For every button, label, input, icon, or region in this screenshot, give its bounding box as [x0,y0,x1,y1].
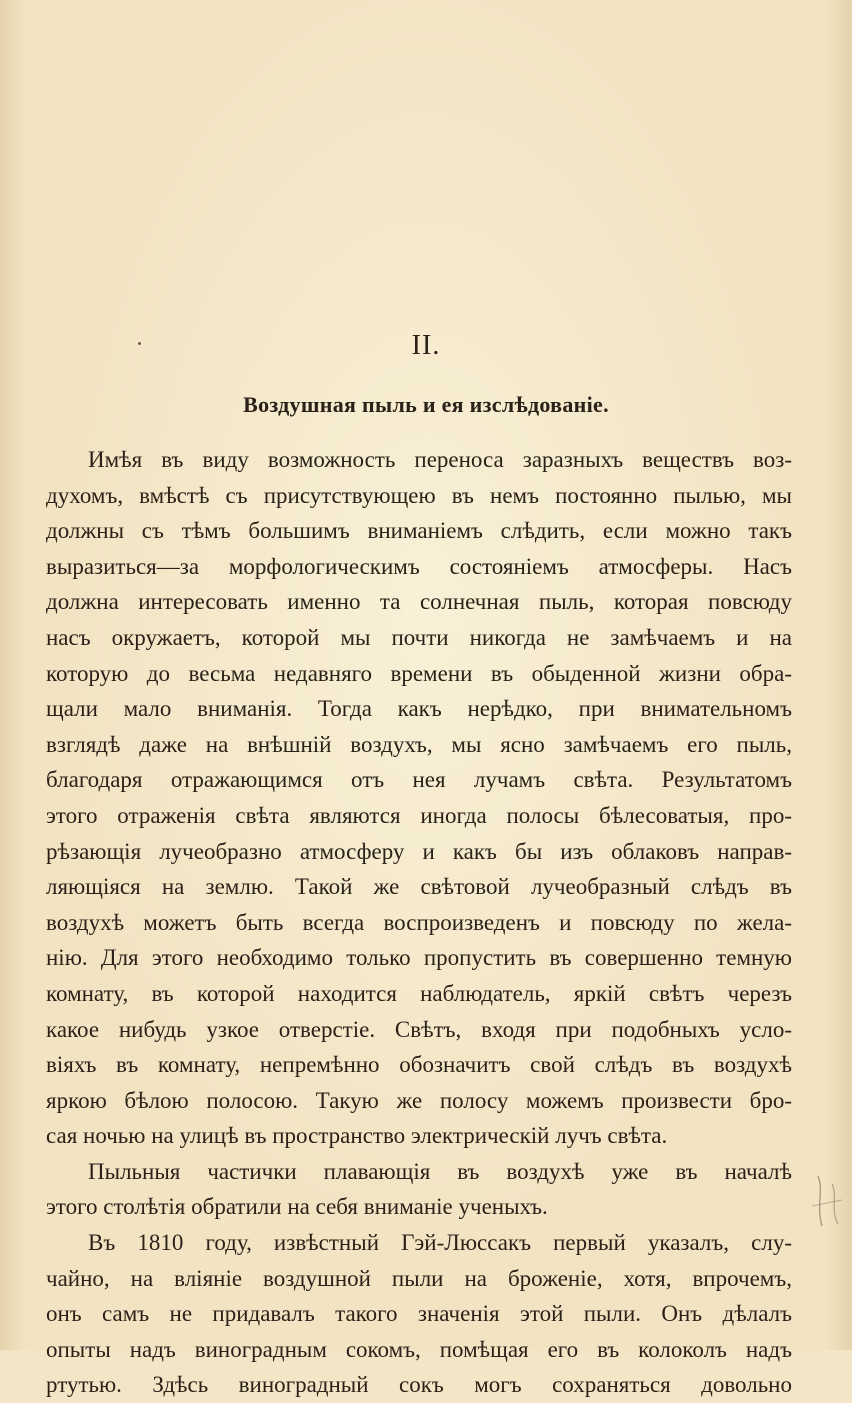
text-line: этого отраженія свѣта являются иногда полосы бѣлесоватыя, про- [46,802,792,828]
text-line: щали мало вниманія. Тогда какъ нерѣдко, при внимательномъ [46,696,792,722]
text-line: Пыльныя частички плавающія въ воздухѣ уже въ началѣ [88,1158,792,1184]
chapter-number: II. [411,330,441,361]
text-line: должны съ тѣмъ большимъ вниманіемъ слѣдить, если можно такъ [46,518,792,544]
text-line: насъ окружаетъ, которой мы почти никогда не замѣчаемъ и на [46,624,792,650]
text-line: Въ 1810 году, извѣстный Гэй-Люссакъ первый указалъ, слу- [88,1230,792,1256]
text-line: этого столѣтія обратили на себя вниманіе ученыхъ. [46,1194,548,1220]
text-line: выразиться—за морфологическимъ состояніемъ атмосферы. Насъ [46,553,792,579]
text-line: сая ночью на улицѣ въ пространство электрическій лучъ свѣта. [46,1123,668,1149]
text-line: яркою бѣлою полосою. Такую же полосу можемъ произвести бро- [46,1087,792,1113]
text-line: комнату, въ которой находится наблюдатель, яркій свѣтъ черезъ [46,980,792,1006]
pencil-margin-mark [808,1166,848,1236]
text-line: онъ самъ не придавалъ такого значенія этой пыли. Онъ дѣлалъ [46,1301,792,1327]
text-line: духомъ, вмѣстѣ съ присутствующею въ немъ постоянно пылью, мы [46,482,792,508]
text-line: должна интересовать именно та солнечная пыль, которая повсюду [46,589,792,615]
text-line: взглядѣ даже на внѣшній воздухъ, мы ясно замѣчаемъ его пыль, [46,731,792,757]
text-line: ляющіяся на землю. Такой же свѣтовой лучеобразный слѣдъ въ [46,874,792,900]
text-line: какое нибудь узкое отверстіе. Свѣтъ, входя при подобныхъ усло- [46,1016,792,1042]
text-line: Имѣя въ виду возможность переноса заразныхъ веществъ воз- [88,447,792,472]
text-line: которую до весьма недавняго времени въ обыденной жизни обра- [46,660,792,686]
text-line: нію. Для этого необходимо только пропустить въ совершенно темную [46,945,792,971]
text-line: опыты надъ виноградным сокомъ, помѣщая его въ колоколъ надъ [46,1336,792,1362]
body-text [46,442,792,1403]
text-line: рѣзающія лучеобразно атмосферу и какъ бы изъ облаковъ направ- [46,838,792,864]
text-line: віяхъ въ комнату, непремѣнно обозначитъ свой слѣдъ въ воздухѣ [46,1052,792,1078]
text-line: воздухѣ можетъ быть всегда воспроизведенъ и повсюду по жела- [46,909,792,935]
text-line: чайно, на вліяніе воздушной пыли на броженіе, хотя, впрочемъ, [46,1265,792,1291]
text-line: ртутью. Здѣсь виноградный сокъ могъ сохраняться довольно [46,1372,792,1398]
text-line: благодаря отражающимся отъ нея лучамъ свѣта. Результатомъ [46,767,792,793]
chapter-title: Воздушная пыль и ея изслѣдованіе. [243,392,609,417]
